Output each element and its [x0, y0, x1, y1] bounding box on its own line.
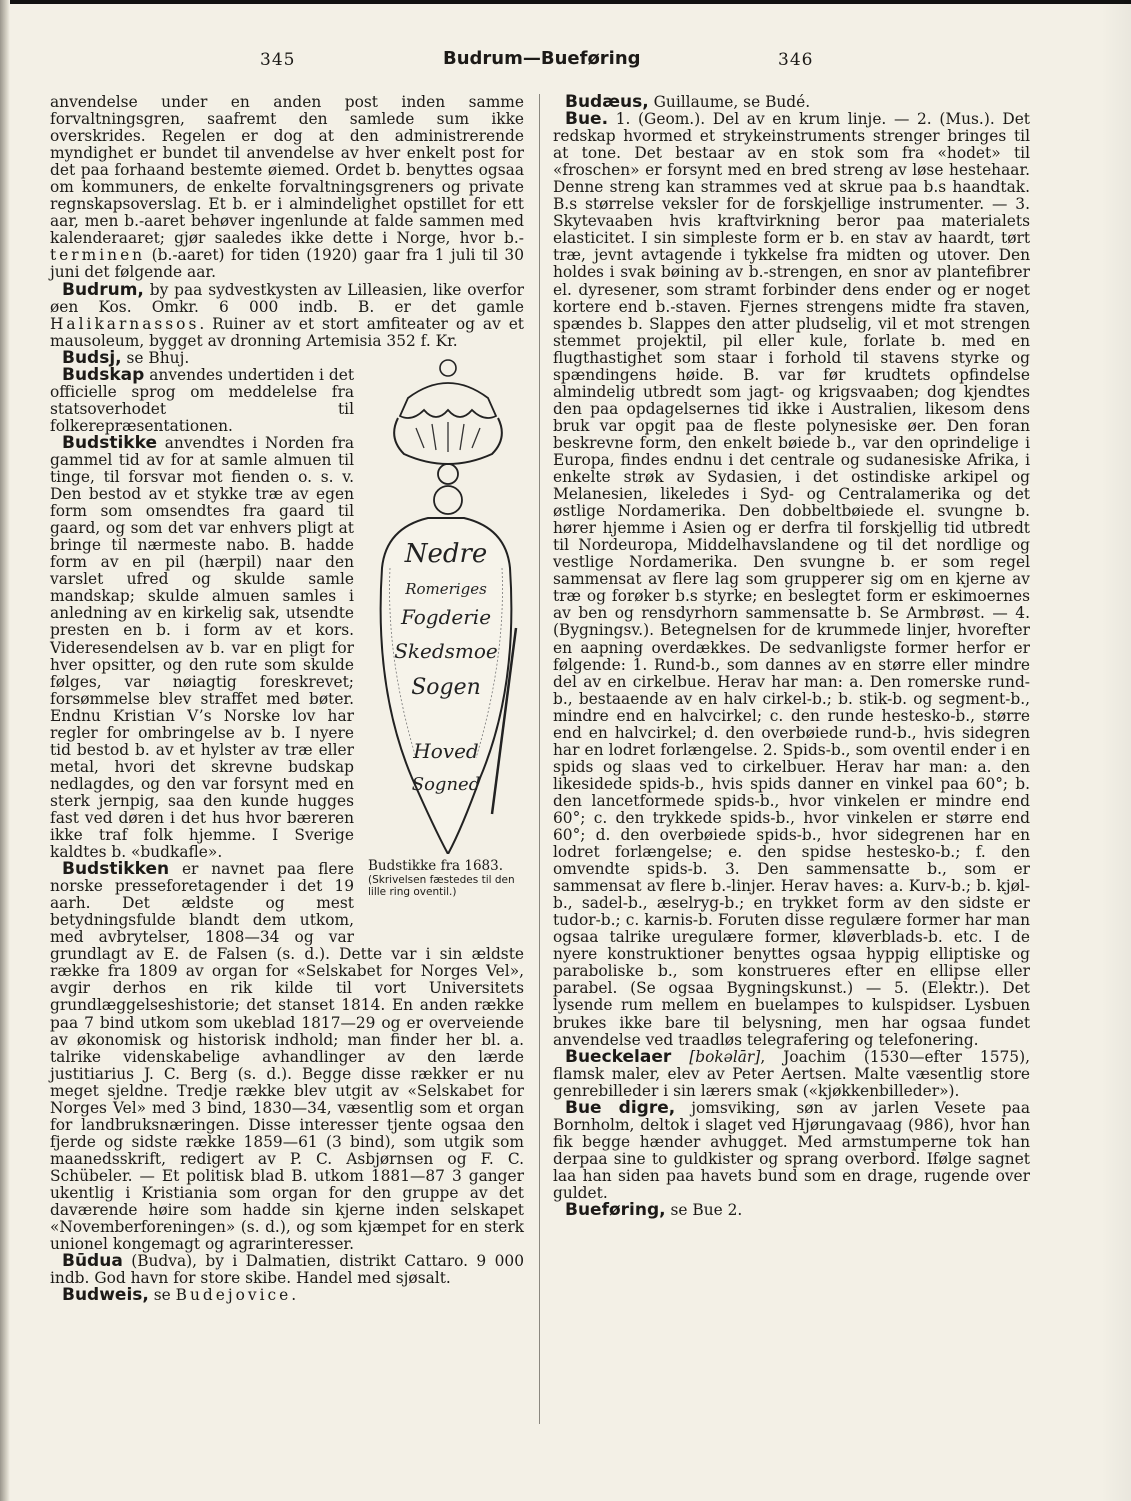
headword-budaeus: Budæus, [565, 92, 649, 112]
inscription-line-5: Sogen [411, 674, 481, 700]
headword-bueforing: Bueføring, [565, 1200, 666, 1221]
headword-budweis: Budweis, [62, 1285, 149, 1306]
inscription-line-1: Nedre [404, 538, 488, 569]
small-ring [440, 360, 456, 376]
entry-bue: Bue. 1. (Geom.). Del av en krum linje. — 2. (Mus.). Det redskap hvormed et strykeinstruments strenger bringes til at tone. Det bestaar av en stok som fra «hodet» til «froschen» er forsynt med en bred streng av løse hestehaar. Denne streng kan strammes ved at skrue paa b.s haandtak. B.s størrelse veksler for de forskjellige instrumenter. — 3. Skytevaaben hvis kraftvirkning beror paa materialets elasticitet. I sin simpleste form er b. en stav av haardt, tørt træ, jevnt avtagende i tykkelse fra midten og utover. Den holdes i svak bøining av b.-strengen, en snor av plantefibrer el. dyresener, som stramt forbinder dens ender og er noget kortere end b.-staven. Fjernes strengens midte fra staven, spændes b. Slappes den atter pludselig, vil et mot strengen stemmet projektil, pil eller kule, forlate b. med en flugthastighet som staar i forhold til stavens styrke og spændingens høide. B. var før krudtets opfindelse almindelig utbredt som jagt- og krigsvaaben; dog kjendtes den paa opdagelsernes tid ikke i Australien, likesom dens bruk var opgit paa de fleste polynesiske øer. Den foran beskrevne form, den enkelt bøiede b., var den oprindelige i Europa, findes endnu i det centrale og sudanesiske Afrika, i enkelte strøk av Sydasien, i det ostindiske arkipel og Melanesien, likeledes i Syd- og Centralamerika og det østlige Nordamerika. Den dobbeltbøiede el. svungne b. hører hjemme i Asien og er derfra til forskjellig tid utbredt til Nordeuropa, Middelhavslandene og til det nordlige og vestlige Nordamerika. Den svungne b. er som regel sammensat av flere lag som grupperer sig om en kjerne av træ og forøker b.s styrke; en beslegtet form er eskimoernes av ben og rensdyrhorn sammensatte b. Se Armbrøst. — 4. (Bygningsv.). Betegnelsen for de krummede linjer, hvorefter en aapning overdækkes. De sedvanligste former herfor er følgende: 1. Rund-b., som dannes av en større eller mindre del av en cirkelbue. Herav har man: a. Den romerske rund-b., bestaaende av en halv cirkel-b.; b. stik-b. og segment-b., mindre end en halvcirkel; c. den runde hestesko-b., større end en halvcirkel; d. den overbøiede rund-b., hvis sidegren har en lodret forlængelse. 2. Spids-b., som oventil ender i en spids og slaas ved to cirkelbuer. Herav har man: a. den likesidede spids-b., hvis spids danner en vinkel paa 60°; b. den lancetformede spids-b., hvor vinkelen er mindre end 60°; c. den trykkede spids-b., hvor vinkelen er større end 60°; d. den overbøiede spids-b., hvor sidegrenen har en lodret forlængelse; e. den spidse hestesko-b.; f. den omvendte spids-b. 3. Den sammensatte b., som er sammensat av flere b.-linjer. Herav haves: a. Kurv-b.; b. kjøl-b., sadel-b., æselryg-b.; en trykket form av den sidste er tudor-b.; c. karnis-b. Foruten disse regulære former har man ogsaa talrike uregulære former, kløverblads-b. etc. I de nyere konstruktioner benyttes ogsaa hyppig elliptiske og paraboliske b., som konstrueres efter en ellipse eller parabel. (Se ogsaa Bygningskunst.) — 5. (Elektr.). Det lysende rum mellem en buelampes to kulspidser. Lysbuen brukes ikke bare til belysning, men har ogsaa fundet anvendelse ved traadløs telegrafering og telefonering. [553, 109, 1030, 1049]
inscription-line-7: Sogned [411, 773, 481, 795]
headword-budrum: Budrum, [62, 279, 144, 300]
column-divider [539, 94, 540, 1424]
headword-budsj: Budsj, [62, 347, 122, 368]
figure-caption: Budstikke fra 1683. (Skrivelsen fæstedes til den lille ring oventil.) [368, 858, 524, 898]
entry-budrum: Budrum, by paa sydvestkysten av Lilleasien, like overfor øen Kos. Omkr. 6 000 indb. B. er det gamle Halikarnassos. Ruiner av et stort amfiteater og av et mausoleum, bygget av dronning Artemisia 352 f. Kr. [50, 279, 524, 350]
inscription-line-3: Fogderie [400, 604, 492, 629]
entry-budsj: Budsj, se Bhuj. [62, 347, 190, 368]
left-column [50, 94, 524, 1304]
headword-budstikke: Budstikke [62, 432, 157, 453]
headword-budstikken: Budstikken [62, 859, 170, 880]
entry-budweis: Budweis, se Budejovice. [62, 1285, 297, 1306]
inscription-line-6: Hoved [413, 738, 479, 763]
crown-hatching [416, 422, 480, 452]
headword-budskap: Budskap [62, 364, 145, 385]
entry-budstikken: Budstikken er navnet paa flere norske presseforetagender i det 19 aarh. Det ældste og mest betydningsfulde blandt dem utkom, med avbrytelser, 1808—34 og var grundlagt av E. de Falsen (s. d.). Dette var i sin ældste række fra 1809 av organ for «Selskabet for Norges Vel», avgir derhos en rik kilde til vort Universitets grundlæggelseshistorie; det stanset 1814. En anden række paa 7 bind utkom som ukeblad 1817—29 og er overveiende av økonomisk og historisk indhold; man finder her bl. a. talrike videnskabelige avhandlinger av den lærde justitiarius J. C. Berg (s. d.). Begge disse rækker er nu meget sjeldne. Tredje række blev utgit av «Selskabet for Norges Vel» med 3 bind, 1830—34, væsentlig som et organ for landbruksnæringen. Disse interesser tjente ogsaa den fjerde og sidste række 1859—61 (3 bind), som utgik som maanedsskrift, redigert av P. C. Asbjørnsen og F. C. Schübeler. — Et politisk blad B. utkom 1881—87 3 ganger ukentlig i Kristiania som organ for den gruppe av det daværende høire som hadde sin kjerne inden selskapet «Novemberforeningen» (s. d.), og som kjæmpet for en sterk unionel kongemagt og agrarinteresser. [50, 859, 524, 1254]
running-title: Budrum—Bueføring [443, 48, 641, 69]
entry-budskap: Budskap anvendes undertiden i det officielle sprog om meddelelse fra statsoverhodet til folkerepræsentationen. [50, 364, 354, 435]
figure-caption-note: (Skrivelsen fæstedes til den lille ring oventil.) [368, 873, 515, 898]
headword-bue: Bue. [565, 109, 609, 130]
top-edge [0, 0, 1131, 4]
inscription-line-2: Romeriges [405, 579, 487, 598]
page-edge-shade [1101, 0, 1131, 1501]
right-column [553, 94, 1030, 1219]
book-spine-shadow [0, 0, 10, 1501]
page-number-left: 345 [260, 50, 296, 70]
headword-bue-digre: Bue digre, [565, 1097, 676, 1118]
entry-bueckelaer: Bueckelaer [bokəlār], Joachim (1530—efter 1575), flamsk maler, elev av Peter Aertsen. Malte væsentlig store genrebilleder i sin lærers smak («kjøkkenbilleder»). [553, 1046, 1030, 1100]
entry-budaeus: Budæus, Guillaume, se Budé. [565, 92, 811, 112]
entry-bue-digre: Bue digre, jomsviking, søn av jarlen Vesete paa Bornholm, deltok i slaget ved Hjørungavaag (986), hvor han fik begge hænder avhugget. Med armstumperne tok han derpaa sine to guldkister og sprang overbord. Ifølge sagnet laa han siden paa havets bund som en drage, rugende over guldet. [553, 1097, 1030, 1202]
inscription-line-4: Skedsmoe [394, 638, 498, 663]
headword-bueckelaer: Bueckelaer [565, 1046, 672, 1067]
entry-continuation: anvendelse under en anden post inden samme forvaltningsgren, saafremt den samlede sum ikke overskrides. Regelen er dog at den administrerende myndighet er bundet til anvendelse av hver enkelt post for det paa forhaand bestemte øiemed. Ordet b. benyttes ogsaa om kommuners, de enkelte forvaltningsgreners og private regnskapsoverslag. Et b. er i almindelighet opstillet for ett aar, men b.-aaret behøver ingenlunde at falde sammen med kalenderaaret; gjør saaledes ikke dette i Norge, hvor b.-terminen (b.-aaret) for tiden (1920) gaar fra 1 juli til 30 juni det følgende aar. [50, 93, 524, 282]
crown-top [400, 383, 496, 418]
page-header [0, 48, 1131, 74]
budstikke-figure [368, 358, 524, 936]
headword-budua: Būdua [62, 1251, 123, 1272]
entry-budua: Būdua (Budva), by i Dalmatien, distrikt Cattaro. 9 000 indb. God havn for store skibe. Handel med sjøsalt. [50, 1251, 524, 1288]
knob [434, 486, 462, 514]
entry-budstikke: Budstikke anvendtes i Norden fra gammel tid av for at samle almuen til tinge, til forsvar mot fienden o. s. v. Den bestod av et stykke træ av egen form som omsendtes fra gaard til gaard, og som det var enhvers pligt at bringe til nærmeste nabo. B. hadde form av en pil (hærpil) naar den varslet ufred og skulde samle mandskap; skulde almuen samles i anledning av en kirkelig sak, utsendte presten en b. i form av et kors. Videresendelsen av b. var en pligt for hver opsitter, og den rute som skulde følges, var nøiagtig foreskrevet; forsømmelse blev straffet med bøter. Endnu Kristian V’s Norske lov har regler for ombringelse av b. I nyere tid bestod b. av et hylster av træ eller metal, hvori det skrevne budskap nedlagdes, og den var forsynt med en sterk jernpig, saa den kunde hugges fast ved døren i det hus hvor bæreren ikke traf folk hjemme. I Sverige kaldtes b. «budkafle». [50, 432, 354, 862]
page-number-right: 346 [778, 50, 814, 70]
entry-bueforing: Bueføring, se Bue 2. [565, 1200, 743, 1221]
budstikke-illustration [368, 358, 524, 854]
ring-below-crown [438, 464, 458, 484]
